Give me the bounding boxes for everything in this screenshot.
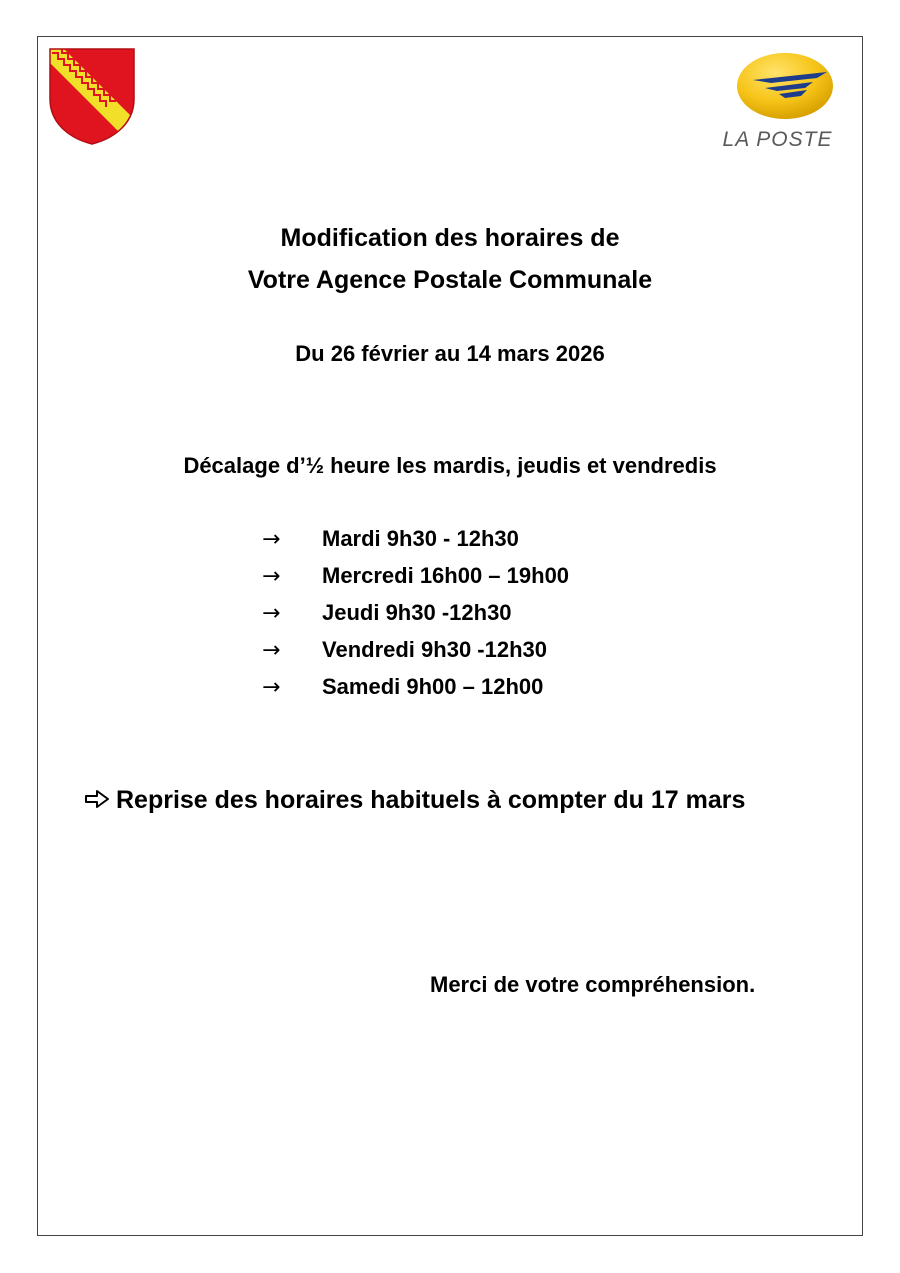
title-line-1: Modification des horaires de bbox=[280, 224, 620, 252]
schedule-item-text: Mardi 9h30 - 12h30 bbox=[322, 526, 519, 551]
schedule-item-text: Samedi 9h00 – 12h00 bbox=[322, 674, 544, 699]
schedule-item-mercredi bbox=[262, 559, 569, 596]
schedule-list bbox=[262, 522, 569, 707]
schedule-item-text: Jeudi 9h30 -12h30 bbox=[322, 600, 512, 625]
schedule-item-samedi bbox=[262, 670, 569, 707]
schedule-item-vendredi bbox=[262, 633, 569, 670]
arrow-right-icon: → bbox=[262, 675, 281, 700]
schedule-item-mardi bbox=[262, 522, 569, 559]
thanks-note: Merci de votre compréhension. bbox=[430, 972, 756, 997]
resume-notice bbox=[84, 780, 745, 820]
coat-of-arms-icon bbox=[48, 47, 136, 145]
period-dates: Du 26 février au 14 mars 2026 bbox=[295, 341, 605, 366]
schedule-item-text: Mercredi 16h00 – 19h00 bbox=[322, 563, 570, 588]
resume-text: Reprise des horaires habituels à compter du 17 mars bbox=[116, 786, 746, 814]
arrow-right-icon: → bbox=[262, 601, 281, 626]
shift-note: Décalage d’½ heure les mardis, jeudis et vendredis bbox=[183, 453, 717, 478]
arrow-right-icon: → bbox=[262, 564, 281, 589]
la-poste-bird-icon bbox=[705, 48, 850, 128]
title-line-2: Votre Agence Postale Communale bbox=[247, 266, 653, 294]
hollow-arrow-icon bbox=[84, 781, 110, 801]
la-poste-logo-text: LA POSTE bbox=[722, 128, 833, 151]
arrow-right-icon: → bbox=[262, 527, 281, 552]
arrow-right-icon: → bbox=[262, 638, 281, 663]
schedule-item-jeudi bbox=[262, 596, 569, 633]
schedule-item-text: Vendredi 9h30 -12h30 bbox=[322, 637, 547, 662]
la-poste-logo bbox=[705, 48, 850, 156]
